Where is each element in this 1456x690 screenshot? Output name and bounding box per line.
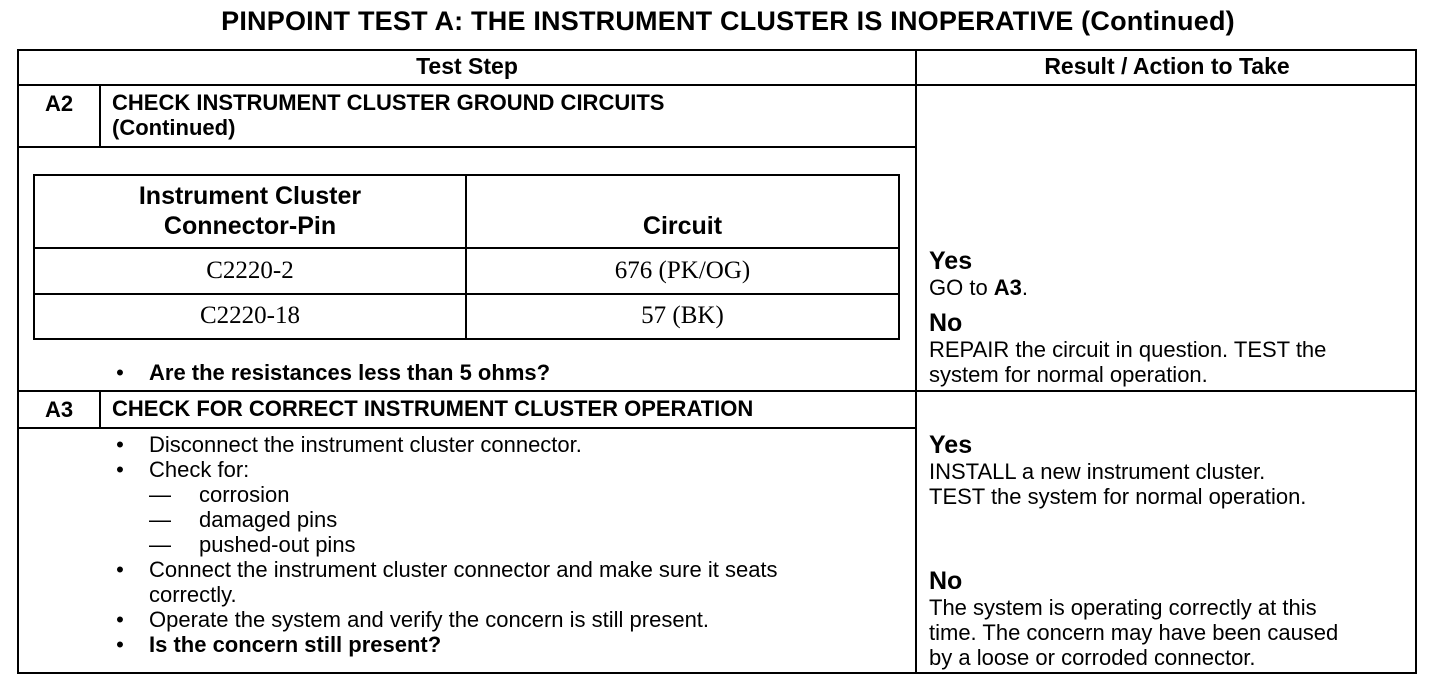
dash-icon: — (149, 482, 171, 507)
dash-icon: — (149, 507, 171, 532)
a2-title-divider (17, 146, 917, 148)
table-cell-circuit: 57 (BK) (641, 302, 724, 329)
yes-label: Yes (929, 247, 973, 275)
a3-result-yes (929, 432, 1306, 509)
yes-action-line1: INSTALL a new instrument cluster. (929, 459, 1266, 484)
table-cell-pin: C2220-18 (200, 302, 300, 329)
yes-action (929, 275, 1326, 300)
bullet-icon: • (116, 632, 124, 657)
test-step-header: Test Step (416, 53, 518, 79)
connector-table-row-divider (33, 293, 900, 295)
step-id-a3: A3 (44, 397, 74, 422)
table-cell-circuit: 676 (PK/OG) (614, 257, 751, 284)
goto-step-link: A3 (993, 275, 1022, 300)
bullet-icon: • (116, 557, 124, 582)
a2-id-divider (99, 84, 101, 148)
page-title: PINPOINT TEST A: THE INSTRUMENT CLUSTER IS INOPERATIVE (Continued) (221, 6, 1235, 36)
no-action-line1: The system is operating correctly at this (929, 595, 1317, 620)
a3-title-divider (17, 427, 917, 429)
yes-action-line2: TEST the system for normal operation. (929, 484, 1307, 509)
step-id-a2: A2 (44, 91, 74, 116)
connector-pin-header-line2: Connector-Pin (163, 212, 337, 240)
no-action-line2: time. The concern may have been caused (929, 620, 1339, 645)
a2-result (929, 248, 1326, 387)
yes-action-period: . (1021, 275, 1029, 300)
dash-icon: — (149, 532, 171, 557)
no-action-line2: system for normal operation. (929, 362, 1208, 387)
connector-pin-header (35, 181, 465, 241)
yes-action-text: GO to (929, 275, 994, 300)
result-header: Result / Action to Take (1044, 53, 1290, 79)
instruction-text: Check for: (149, 457, 250, 482)
no-label: No (929, 567, 963, 595)
no-action-line1: REPAIR the circuit in question. TEST the (929, 337, 1327, 362)
instruction-text: Operate the system and verify the concern is still present. (149, 607, 710, 632)
step-divider (17, 390, 1417, 392)
check-item: damaged pins (199, 507, 338, 532)
a3-result-no (929, 568, 1338, 670)
bullet-icon: • (116, 432, 124, 457)
check-item: corrosion (199, 482, 290, 507)
a3-id-divider (99, 390, 101, 429)
table-cell-pin: C2220-2 (206, 257, 294, 284)
circuit-header: Circuit (642, 212, 723, 240)
question-text: Is the concern still present? (149, 632, 442, 657)
bullet-icon: • (116, 457, 124, 482)
column-divider (915, 49, 917, 674)
step-title-a3: CHECK FOR CORRECT INSTRUMENT CLUSTER OPERATION (112, 396, 754, 421)
connector-pin-header-line1: Instrument Cluster (138, 182, 362, 210)
question-text: Are the resistances less than 5 ohms? (149, 360, 551, 385)
step-title-a2-line1: CHECK INSTRUMENT CLUSTER GROUND CIRCUITS (112, 90, 665, 115)
step-title-a2 (112, 90, 664, 140)
header-divider (17, 84, 1417, 86)
no-label: No (929, 309, 963, 337)
no-action-line3: by a loose or corroded connector. (929, 645, 1256, 670)
yes-label: Yes (929, 431, 973, 459)
connector-table-header-divider (33, 247, 900, 249)
instruction-text: Disconnect the instrument cluster connector. (149, 432, 582, 457)
a3-instructions (113, 432, 778, 657)
instruction-text-cont: correctly. (149, 582, 237, 607)
a2-question (113, 360, 550, 385)
check-item: pushed-out pins (199, 532, 356, 557)
bullet-icon: • (116, 360, 124, 385)
step-title-a2-line2: (Continued) (112, 115, 236, 140)
bullet-icon: • (116, 607, 124, 632)
instruction-text: Connect the instrument cluster connector and make sure it seats (149, 557, 778, 582)
